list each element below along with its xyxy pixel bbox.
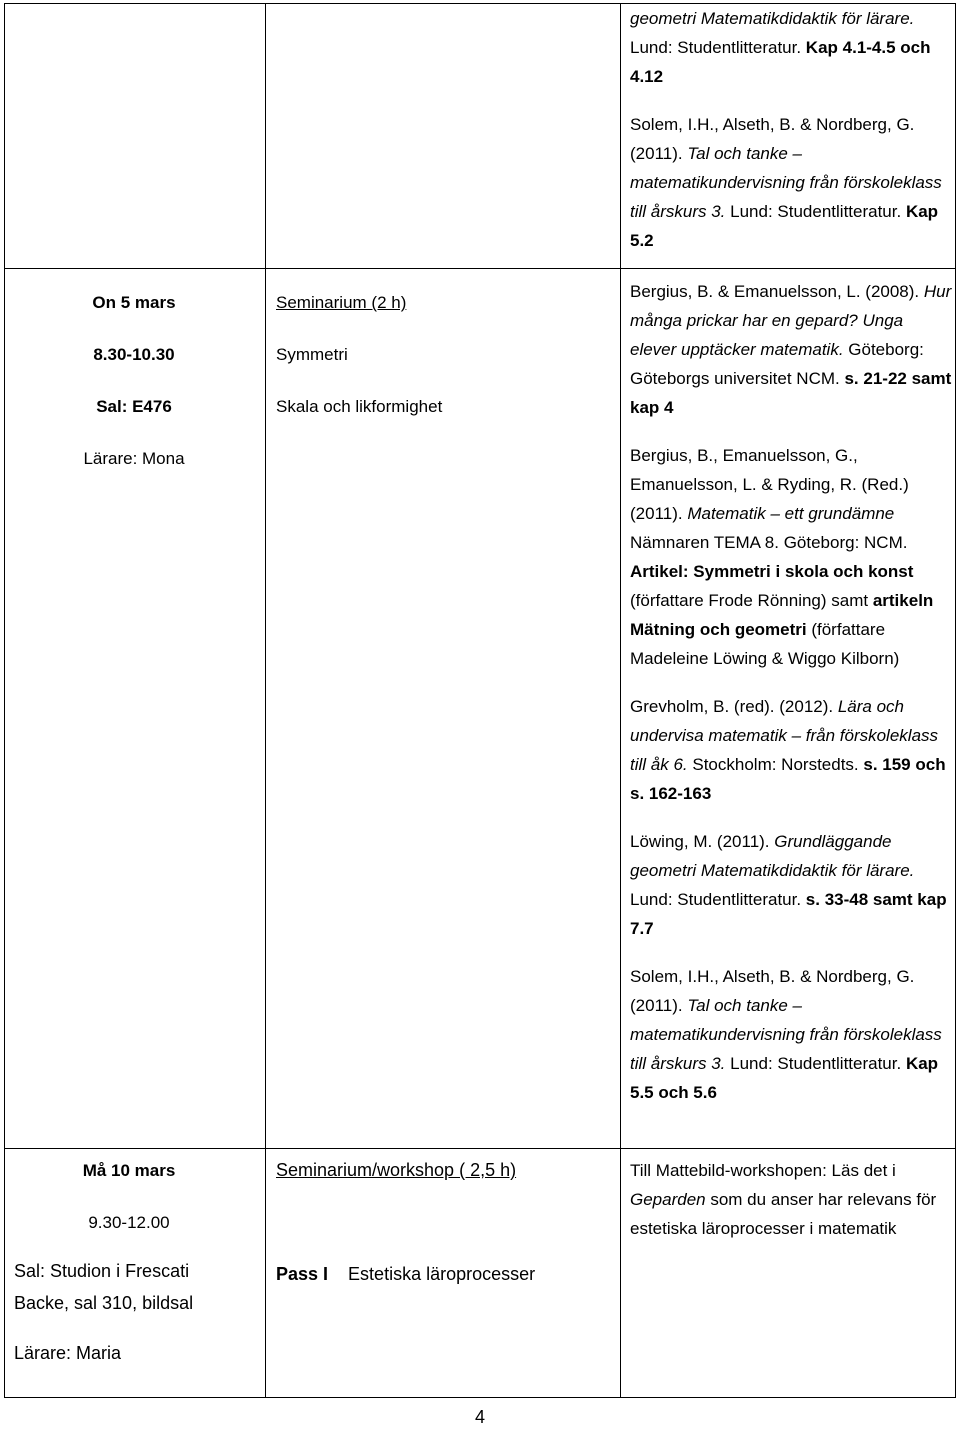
session-teacher: Lärare: Maria xyxy=(14,1343,122,1363)
session-topic: Symmetri xyxy=(276,345,348,364)
session-day: Må 10 mars xyxy=(82,1161,176,1180)
reference-authors: Bergius, B. & Emanuelsson, L. (2008). xyxy=(630,282,924,301)
reference-authors: Solem, I.H., Alseth, B. & Nordberg, G. (2011). xyxy=(630,967,915,1015)
session-day: On 5 mars xyxy=(92,293,176,312)
session-pass xyxy=(276,1260,616,1289)
reference-title: geometri Matematikdidaktik för lärare. xyxy=(630,9,915,28)
note-text: som du anser har relevans för estetiska läroprocesser i matematik xyxy=(630,1190,937,1238)
reference-chapters: Kap 5.5 och 5.6 xyxy=(630,1054,939,1102)
session-type: Seminarium/workshop ( 2,5 h) xyxy=(276,1160,517,1180)
session-room: Sal: Studion i Frescati Backe, sal 310, bildsal xyxy=(14,1261,194,1313)
reference-lowing xyxy=(630,827,952,943)
session-time: 9.30-12.00 xyxy=(88,1213,170,1232)
reference-bergius-2011 xyxy=(630,441,952,673)
session-info-on xyxy=(14,277,254,485)
reference-solem xyxy=(630,110,952,255)
top-row-references xyxy=(630,4,952,255)
reference-title: Tal och tanke – matematikundervisning från förskoleklass till årskurs 3. xyxy=(630,144,942,221)
reference-title: Grundläggande geometri Matematikdidaktik för lärare. xyxy=(630,832,915,880)
reference-publisher: Lund: Studentlitteratur. xyxy=(630,890,806,909)
note-text: Till Mattebild-workshopen: Läs det i xyxy=(630,1161,896,1180)
reference-article: Artikel: Symmetri i skola och konst xyxy=(630,562,914,581)
reference-title: Matematik – ett grundämne xyxy=(687,504,895,523)
reference-publisher: Lund: Studentlitteratur. xyxy=(725,1054,906,1073)
reference-authors: Grevholm, B. (red). (2012). xyxy=(630,697,838,716)
reference-pages: s. 33-48 samt kap 7.7 xyxy=(630,890,947,938)
reference-solem xyxy=(630,962,952,1107)
reference-chapters: Kap 5.2 xyxy=(630,202,939,250)
reference-publisher: Stockholm: Norstedts. xyxy=(687,755,864,774)
session-content-ma xyxy=(276,1156,616,1289)
reference-publisher: Lund: Studentlitteratur. xyxy=(630,38,806,57)
session-time: 8.30-10.30 xyxy=(93,345,175,364)
reference-pages: s. 21-22 samt kap 4 xyxy=(630,369,952,417)
reference-article: artikeln Mätning och geometri xyxy=(630,591,934,639)
reference-authors: Solem, I.H., Alseth, B. & Nordberg, G. (2011). xyxy=(630,115,915,163)
reference-publisher: Göteborg: Göteborgs universitet NCM. xyxy=(630,340,924,388)
row-divider-1 xyxy=(4,268,956,269)
reference-title: Hur många prickar har en gepard? Unga elever upptäcker matematik. xyxy=(630,282,952,359)
table-border-right xyxy=(955,3,956,1398)
session-references-on xyxy=(630,277,952,1107)
reference-note: (författare Madeleine Löwing & Wiggo Kilborn) xyxy=(630,620,900,668)
note-book-title: Geparden xyxy=(630,1190,706,1209)
reference-note: (författare Frode Rönning) samt xyxy=(630,591,873,610)
session-topic: Skala och likformighet xyxy=(276,397,443,416)
session-teacher: Lärare: Mona xyxy=(83,449,185,468)
reference-bergius-2008 xyxy=(630,277,952,422)
reference-publisher: Nämnaren TEMA 8. Göteborg: NCM. xyxy=(630,533,908,552)
reference-grevholm xyxy=(630,692,952,808)
reference-title: Tal och tanke – matematikundervisning från förskoleklass till årskurs 3. xyxy=(630,996,942,1073)
session-content-on xyxy=(276,277,616,433)
reference-authors: Bergius, B., Emanuelsson, G., Emanuelsson, L. & Ryding, R. (Red.) (2011). xyxy=(630,446,909,523)
reading-note xyxy=(630,1156,952,1243)
row-divider-2 xyxy=(4,1148,956,1149)
col-divider-2 xyxy=(620,3,621,1398)
table-border-bottom xyxy=(4,1397,956,1398)
session-topic: Estetiska läroprocesser xyxy=(348,1264,536,1284)
reference-publisher: Lund: Studentlitteratur. xyxy=(725,202,906,221)
col-divider-1 xyxy=(265,3,266,1398)
reference-lowing-cont xyxy=(630,4,952,91)
table-border-left xyxy=(4,3,5,1398)
session-note-ma xyxy=(630,1156,952,1243)
page-number: 4 xyxy=(474,1407,485,1427)
session-room: Sal: E476 xyxy=(96,397,172,416)
reference-chapters: Kap 4.1-4.5 och 4.12 xyxy=(630,38,931,86)
reference-title: Lära och undervisa matematik – från förskoleklass till åk 6. xyxy=(630,697,939,774)
pass-label: Pass I xyxy=(276,1264,329,1284)
reference-authors: Löwing, M. (2011). xyxy=(630,832,775,851)
session-type: Seminarium (2 h) xyxy=(276,293,407,312)
reference-pages: s. 159 och s. 162-163 xyxy=(630,755,946,803)
session-info-ma xyxy=(14,1156,244,1368)
